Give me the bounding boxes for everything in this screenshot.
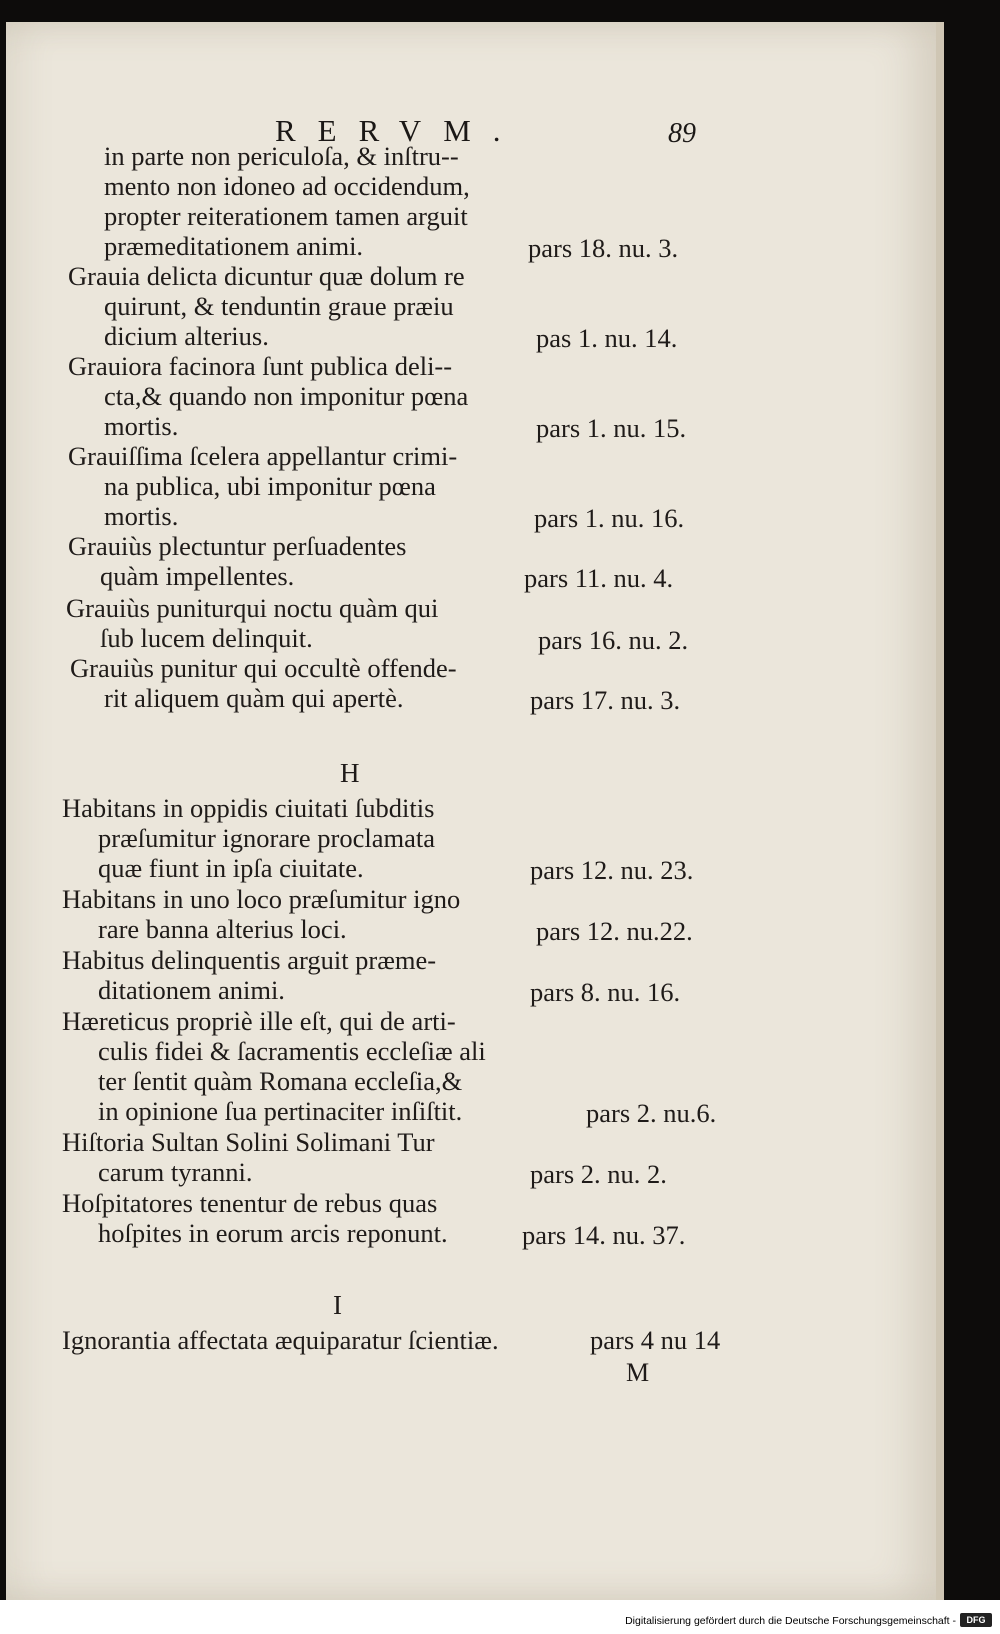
entry-line: hoſpites in eorum arcis reponunt. — [98, 1218, 448, 1248]
entry-reference: pars 2. nu. 2. — [530, 1159, 667, 1189]
entry-line: ter ſentit quàm Romana eccleſia,& — [98, 1066, 463, 1096]
entry-line: in parte non periculoſa, & inſtru-- — [104, 141, 459, 171]
entry-reference: pars 17. nu. 3. — [530, 685, 681, 715]
entry-line: na publica, ubi imponitur pœna — [104, 471, 436, 501]
section-letter-i: I — [333, 1290, 342, 1320]
entry-reference: pars 8. nu. 16. — [530, 977, 681, 1007]
entry-line: Habitans in oppidis ciuitati ſubditis — [62, 793, 435, 823]
entry-line: in opinione ſua pertinaciter inſiſtit. — [98, 1096, 463, 1126]
entry-line: dicium alterius. — [104, 321, 269, 351]
entry-reference: pas 1. nu. 14. — [536, 323, 678, 353]
entry-reference: pars 1. nu. 16. — [534, 503, 685, 533]
entry-line: Hoſpitatores tenentur de rebus quas — [62, 1188, 438, 1218]
entry-reference: pars 1. nu. 15. — [536, 413, 687, 443]
entry-reference: pars 12. nu.22. — [536, 916, 693, 946]
entry-line: mortis. — [104, 501, 179, 531]
entry-line: Grauia delicta dicuntur quæ dolum re — [68, 261, 465, 291]
entry-line: Grauiùs punitur qui occultè offende- — [70, 653, 457, 683]
catchword: M — [626, 1358, 650, 1387]
entry-line: ſub lucem delinquit. — [100, 623, 313, 653]
entry-line: Grauiùs plectuntur perſuadentes — [68, 531, 407, 561]
entry-line: quæ fiunt in ipſa ciuitate. — [98, 853, 364, 883]
page-number: 89 — [668, 118, 696, 149]
entry-line: rare banna alterius loci. — [98, 914, 347, 944]
entry-line: Hæreticus propriè ille eſt, qui de arti- — [62, 1006, 456, 1036]
running-header: RERVM. — [275, 113, 523, 148]
entry-line: rit aliquem quàm qui apertè. — [104, 683, 404, 713]
entry-line: Hiſtoria Sultan Solini Solimani Tur — [62, 1127, 435, 1157]
entry-reference: pars 2. nu.6. — [586, 1098, 717, 1128]
entry-line: præmeditationem animi. — [104, 231, 364, 261]
entry-line: Habitans in uno loco præſumitur igno — [62, 884, 461, 914]
entry-line: Grauiora facinora ſunt publica deli-- — [68, 351, 453, 381]
section-letter-h: H — [340, 758, 360, 788]
entry-reference: pars 16. nu. 2. — [538, 625, 689, 655]
entry-line: Habitus delinquentis arguit præme- — [62, 945, 437, 975]
entry-line: præſumitur ignorare proclamata — [98, 823, 436, 853]
entry-reference: pars 14. nu. 37. — [522, 1220, 686, 1250]
entry-line: quàm impellentes. — [100, 561, 295, 591]
entry-reference: pars 11. nu. 4. — [524, 563, 674, 593]
entry-line: Ignorantia affectata æquiparatur ſcientiæ. — [62, 1325, 499, 1355]
entry-reference: pars 18. nu. 3. — [528, 233, 679, 263]
entry-line: ditationem animi. — [98, 975, 285, 1005]
entry-reference: pars 12. nu. 23. — [530, 855, 694, 885]
entry-line: quirunt, & tenduntin graue præiu — [104, 291, 454, 321]
page-edge — [936, 22, 944, 1600]
digitization-credit: Digitalisierung gefördert durch die Deutsche Forschungsgemeinschaft - — [625, 1615, 956, 1627]
entry-line: carum tyranni. — [98, 1157, 253, 1187]
entry-line: culis fidei & ſacramentis eccleſiæ ali — [98, 1036, 486, 1066]
entry-line: mento non idoneo ad occidendum, — [104, 171, 470, 201]
entry-line: mortis. — [104, 411, 179, 441]
entry-line: propter reiterationem tamen arguit — [104, 201, 468, 231]
entry-reference: pars 4 nu 14 — [590, 1325, 721, 1355]
entry-line: cta,& quando non imponitur pœna — [104, 381, 469, 411]
entry-line: Grauiùs puniturqui noctu quàm qui — [66, 593, 439, 623]
dfg-logo: DFG — [960, 1613, 992, 1627]
entry-line: Grauiſſima ſcelera appellantur crimi- — [68, 441, 458, 471]
